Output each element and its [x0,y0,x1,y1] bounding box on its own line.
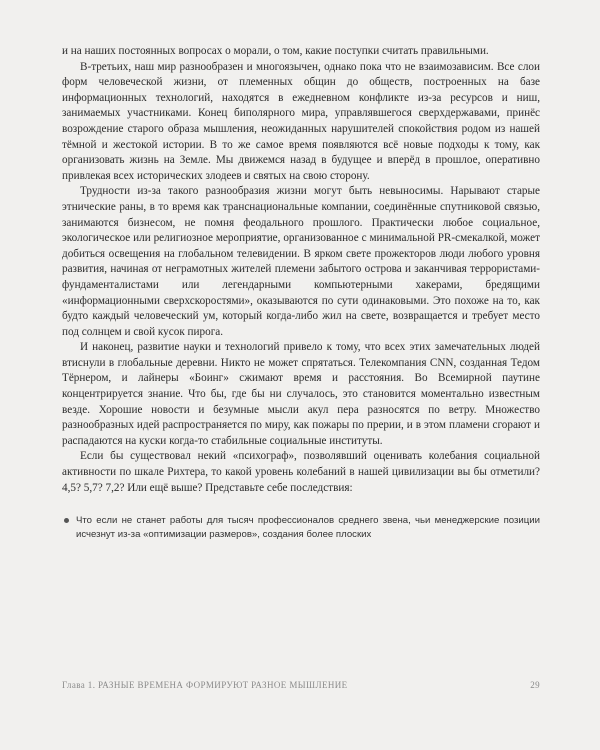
bullet-icon [64,518,69,523]
paragraph-continuation: и на наших постоянных вопросах о морали, о том, какие поступки считать правильными. [62,45,489,57]
page-body [62,44,540,542]
bullet-text: Что если не станет работы для тысяч профессионалов среднего звена, чьи менеджерские позиции исчезнут из-за «оптимизации размеров», создания более плоских [76,515,540,541]
bullet-item [62,514,540,542]
page-footer [62,680,540,690]
running-footer-chapter: Глава 1. РАЗНЫЕ ВРЕМЕНА ФОРМИРУЮТ РАЗНОЕ МЫШЛЕНИЕ [62,680,348,690]
page-number: 29 [530,680,540,690]
paragraph: В-третьих, наш мир разнообразен и многоязычен, однако пока что не взаимозависим. Все слои форм человеческой жизни, от племенных общин до обществ, построенных на базе информационных технологий, находятся в ежедневном конфликте из-за ресурсов и ниш, занимаемых участниками. Конец биполярного мира, управлявшегося сверхдержавами, принёс возрождение старого образа мышления, неожиданных нарушителей спокойствия родом из нашей тёмной и жестокой истории. В то же самое время появляются всё новые подходы к тому, как организовать жизнь на Земле. Мы движемся назад в будущее и вперёд в прошлое, оперативно привлекая всех исторических злодеев и святых на свою сторону. [62,60,540,182]
paragraph: Трудности из-за такого разнообразия жизни могут быть невыносимы. Нарывают старые этнические раны, в то время как транснациональные компании, соединённые спутниковой связью, занимаются бизнесом, не помня феодального прошлого. Практически любое социальное, экологическое или религиозное мероприятие, организованное с минимальной PR-смекалкой, может добиться освещения на глобальном телевидении. В ярком свете прожекторов люди любого уровня развития, начиная от неграмотных жителей племени забытого острова и заканчивая террористами-фундаменталистами или легендарными компьютерными хакерами, бредящими «информационными сверхскоростями», оказываются по сути одинаковыми. Это похоже на то, как будто каждый человеческий ум, который когда-либо жил на свете, возвращается и требует место под солнцем и свой кусок пирога. [62,185,540,338]
bullet-list [62,514,540,542]
paragraph: И наконец, развитие науки и технологий привело к тому, что всех этих замечательных людей втиснули в глобальные деревни. Никто не может спрятаться. Телекомпания CNN, созданная Тедом Тёрнером, и лайнеры «Боинг» сжимают время и расстояния. Во Всемирной паутине концентрируется знание. Что бы, где бы ни случалось, это становится моментально известным везде. Хорошие новости и безумные мысли акул пера разносятся по ветру. Множество разнообразных идей распространяется по миру, как пожары по прерии, и в этом пламени сгорают и распадаются на куски когда-то стабильные социальные институты. [62,341,540,447]
paragraph: Если бы существовал некий «психограф», позволявший оценивать колебания социальной активности по шкале Рихтера, то какой уровень колебаний в нашей цивилизации вы бы отметили? 4,5? 5,7? 7,2? Или ещё выше? Представьте себе последствия: [62,450,540,494]
